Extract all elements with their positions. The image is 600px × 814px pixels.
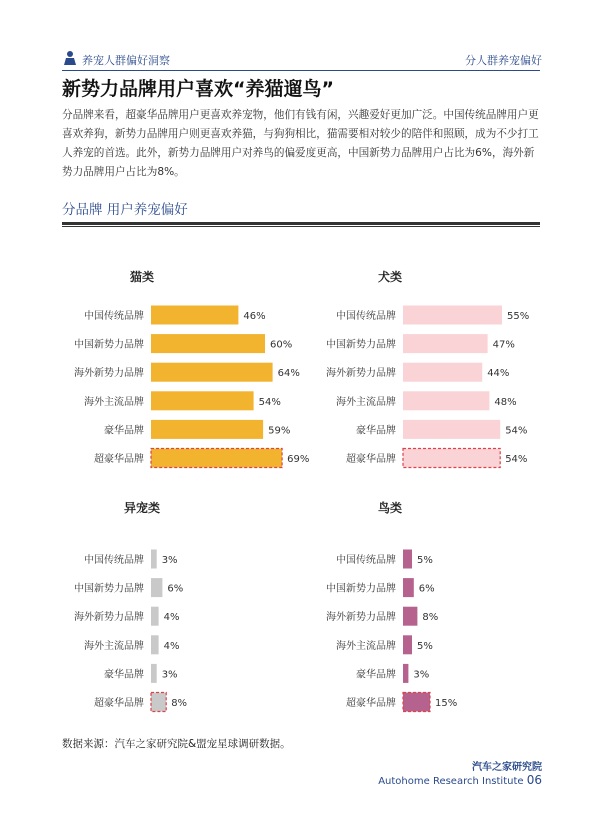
bar bbox=[403, 420, 500, 439]
bar bbox=[151, 334, 265, 353]
chart-title: 异宠类 bbox=[123, 501, 161, 515]
value-label: 54% bbox=[505, 454, 528, 465]
bar bbox=[151, 363, 273, 382]
category-label: 海外新势力品牌 bbox=[326, 368, 396, 380]
footer-brand-en bbox=[378, 773, 542, 787]
footer-brand-cn: 汽车之家研究院 bbox=[472, 762, 542, 773]
category-label: 海外主流品牌 bbox=[336, 396, 396, 408]
bar bbox=[403, 607, 417, 626]
header-section-label: 养宠人群偏好洞察 bbox=[82, 54, 170, 67]
value-label: 54% bbox=[505, 425, 528, 437]
page-title: 新势力品牌用户喜欢“养猫遛鸟” bbox=[62, 78, 334, 100]
data-source-note: 数据来源：汽车之家研究院&盟宠星球调研数据。 bbox=[62, 738, 291, 750]
bar-highlighted bbox=[151, 693, 166, 712]
value-label: 8% bbox=[422, 612, 439, 624]
value-label: 46% bbox=[243, 311, 266, 322]
bar-highlighted bbox=[151, 449, 282, 468]
bar-highlighted bbox=[403, 449, 500, 468]
footer-brand bbox=[378, 758, 542, 787]
value-label: 6% bbox=[418, 583, 435, 595]
value-label: 47% bbox=[492, 339, 515, 351]
value-label: 48% bbox=[494, 396, 517, 408]
section-subtitle: 分品牌 用户养宠偏好 bbox=[62, 202, 188, 218]
value-label: 8% bbox=[171, 698, 188, 709]
chart-title: 鸟类 bbox=[377, 501, 403, 515]
bar bbox=[403, 363, 482, 382]
bar bbox=[151, 306, 238, 325]
value-label: 5% bbox=[417, 555, 433, 566]
bar bbox=[403, 550, 412, 569]
category-label: 中国传统品牌 bbox=[84, 311, 144, 322]
value-label: 5% bbox=[417, 640, 433, 652]
value-label: 59% bbox=[268, 425, 291, 437]
bar-highlighted bbox=[403, 693, 430, 712]
bar bbox=[403, 391, 489, 410]
category-label: 海外主流品牌 bbox=[336, 640, 396, 652]
bar bbox=[151, 550, 157, 569]
category-label: 中国传统品牌 bbox=[336, 555, 396, 566]
bar bbox=[403, 664, 408, 683]
value-label: 3% bbox=[413, 669, 430, 681]
value-label: 60% bbox=[270, 339, 293, 351]
category-label: 中国传统品牌 bbox=[336, 311, 396, 322]
category-label: 超豪华品牌 bbox=[346, 454, 396, 465]
intro-paragraph: 分品牌来看，超豪华品牌用户更喜欢养宠物，他们有钱有闲，兴趣爱好更加广泛。中国传统品牌用户更喜欢养狗，新势力品牌用户则更喜欢养猫，与狗狗相比，猫需要相对较少的陪伴和照顾，成为不少打工人养宠的首选。此外，新势力品牌用户对养鸟的偏爱度更高，中国新势力品牌用户占比为6%，海外新势力品牌用户占比为8%。 bbox=[62, 109, 539, 178]
chart-title: 犬类 bbox=[377, 270, 403, 284]
bar bbox=[151, 391, 254, 410]
value-label: 3% bbox=[161, 555, 178, 566]
category-label: 海外新势力品牌 bbox=[74, 612, 144, 624]
value-label: 4% bbox=[163, 640, 180, 652]
page-number: 06 bbox=[526, 773, 542, 787]
value-label: 44% bbox=[487, 368, 510, 380]
value-label: 6% bbox=[167, 583, 184, 595]
category-label: 中国新势力品牌 bbox=[74, 583, 144, 595]
bar bbox=[403, 578, 414, 597]
category-label: 海外主流品牌 bbox=[84, 640, 144, 652]
bar bbox=[151, 635, 159, 654]
bar bbox=[403, 334, 488, 353]
category-label: 超豪华品牌 bbox=[346, 698, 396, 709]
category-label: 豪华品牌 bbox=[104, 425, 144, 437]
bar bbox=[403, 635, 412, 654]
category-label: 豪华品牌 bbox=[104, 669, 144, 681]
category-label: 豪华品牌 bbox=[356, 425, 396, 437]
category-label: 中国新势力品牌 bbox=[326, 583, 396, 595]
category-label: 超豪华品牌 bbox=[94, 454, 144, 465]
value-label: 15% bbox=[435, 698, 458, 709]
chart-title: 猫类 bbox=[129, 270, 155, 284]
value-label: 69% bbox=[287, 454, 310, 465]
bar bbox=[151, 420, 263, 439]
bar bbox=[403, 306, 502, 325]
category-label: 中国新势力品牌 bbox=[74, 339, 144, 351]
value-label: 55% bbox=[507, 311, 530, 322]
category-label: 豪华品牌 bbox=[356, 669, 396, 681]
category-label: 超豪华品牌 bbox=[94, 698, 144, 709]
category-label: 海外主流品牌 bbox=[84, 396, 144, 408]
value-label: 64% bbox=[277, 368, 300, 380]
value-label: 54% bbox=[258, 396, 281, 408]
bar bbox=[151, 578, 162, 597]
header-topic-label: 分人群养宠偏好 bbox=[465, 54, 542, 67]
bar bbox=[151, 664, 157, 683]
bar bbox=[151, 607, 159, 626]
category-label: 中国传统品牌 bbox=[84, 555, 144, 566]
value-label: 4% bbox=[163, 612, 180, 624]
footer-brand-en-text: Autohome Research Institute bbox=[378, 776, 524, 787]
category-label: 海外新势力品牌 bbox=[74, 368, 144, 380]
category-label: 中国新势力品牌 bbox=[326, 339, 396, 351]
value-label: 3% bbox=[161, 669, 178, 681]
category-label: 海外新势力品牌 bbox=[326, 612, 396, 624]
